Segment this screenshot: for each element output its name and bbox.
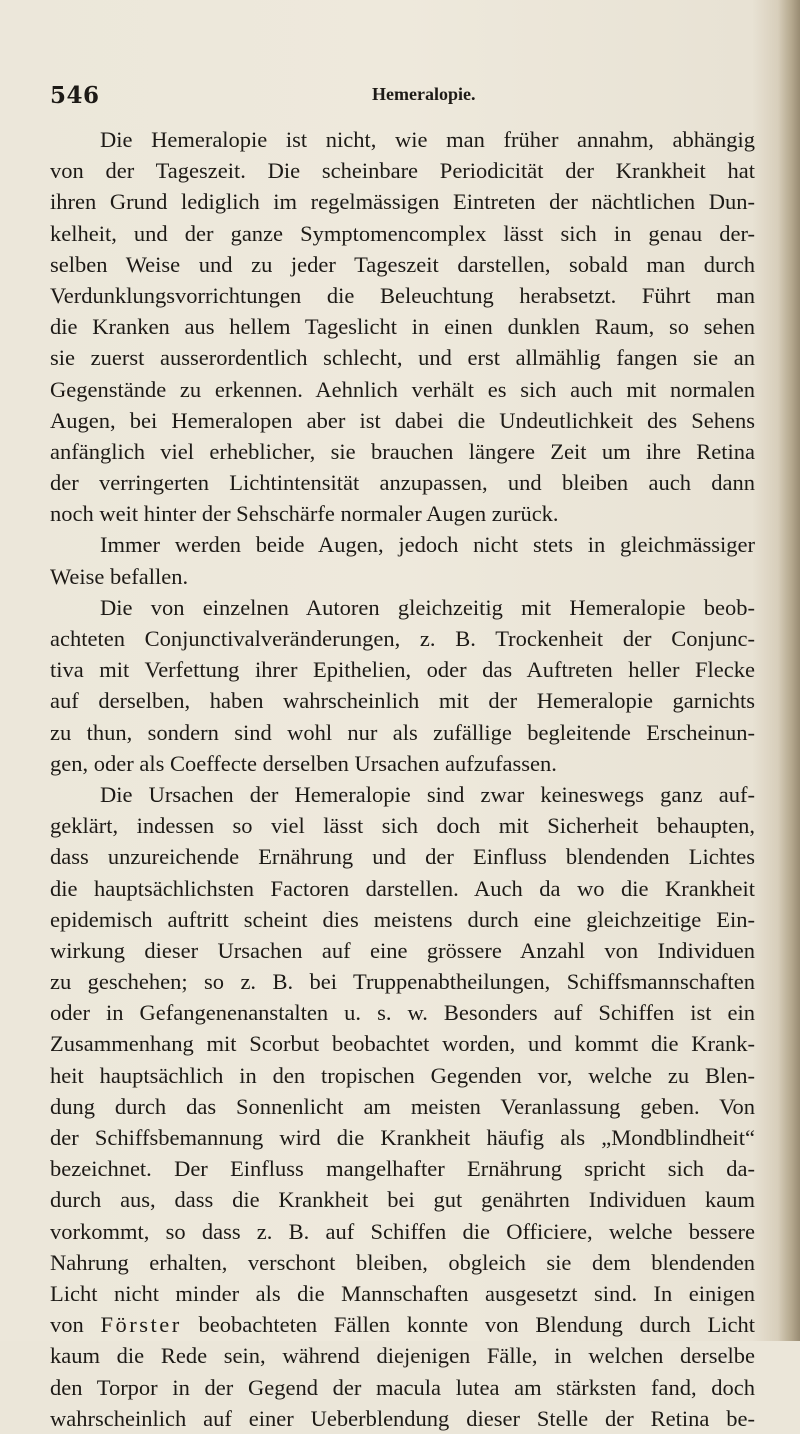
text-line: zu thun, sondern sind wohl nur als zufällige begleitende Erscheinun- <box>50 719 755 745</box>
page-edge-shadow <box>778 0 800 1341</box>
text-line: kelheit, und der ganze Symptomencomplex lässt sich in genau der- <box>50 220 755 246</box>
text-line: die hauptsächlichsten Factoren darstellen. Auch da wo die Krankheit <box>50 875 755 901</box>
text-line: heit hauptsächlich in den tropischen Gegenden vor, welche zu Blen- <box>50 1062 755 1088</box>
text-line: der Schiffsbemannung wird die Krankheit häufig als „Mondblindheit“ <box>50 1125 755 1150</box>
text-line: achteten Conjunctivalveränderungen, z. B. Trockenheit der Conjunc- <box>50 626 755 651</box>
text-line: vorkommt, so dass z. B. auf Schiffen die Officiere, welche bessere <box>50 1218 755 1244</box>
text-line: wahrscheinlich auf einer Ueberblendung dieser Stelle der Retina be- <box>50 1405 755 1431</box>
page-number: 546 <box>50 82 100 109</box>
text-line: von Förster beobachteten Fällen konnte von Blendung durch Licht <box>50 1312 755 1338</box>
text-line: Immer werden beide Augen, jedoch nicht stets in gleichmässiger <box>100 532 755 558</box>
text-line: epidemisch auftritt scheint dies meistens durch eine gleichzeitige Ein- <box>50 906 755 932</box>
text-line: Zusammenhang mit Scorbut beobachtet worden, und kommt die Krank- <box>50 1031 755 1057</box>
text-line: von der Tageszeit. Die scheinbare Periodicität der Krankheit hat <box>50 158 755 184</box>
text-line: sie zuerst ausserordentlich schlecht, und erst allmählig fangen sie an <box>50 345 755 371</box>
text-line: ihren Grund lediglich im regelmässigen Eintreten der nächtlichen Dun- <box>50 189 755 215</box>
text-line: geklärt, indessen so viel lässt sich doch mit Sicherheit behaupten, <box>50 813 755 839</box>
text-line: Weise befallen. <box>50 563 189 589</box>
text-line: oder in Gefangenenanstalten u. s. w. Besonders auf Schiffen ist ein <box>50 1000 755 1026</box>
text-line: durch aus, dass die Krankheit bei gut genährten Individuen kaum <box>50 1187 755 1213</box>
text-line: Die von einzelnen Autoren gleichzeitig mit Hemeralopie beob- <box>100 594 755 620</box>
text-line: dass unzureichende Ernährung und der Einfluss blendenden Lichtes <box>50 844 755 870</box>
text-line: der verringerten Lichtintensität anzupassen, und bleiben auch dann <box>50 470 755 496</box>
text-line: selben Weise und zu jeder Tageszeit darstellen, sobald man durch <box>50 251 755 277</box>
running-head <box>50 82 755 112</box>
text-line: zu geschehen; so z. B. bei Truppenabtheilungen, Schiffsmannschaften <box>50 969 755 995</box>
text-line: kaum die Rede sein, während diejenigen Fälle, in welchen derselbe <box>50 1343 755 1369</box>
text-line: bezeichnet. Der Einfluss mangelhafter Ernährung spricht sich da- <box>50 1156 755 1182</box>
text-line: wirkung dieser Ursachen auf eine grössere Anzahl von Individuen <box>50 937 755 963</box>
text-line: Die Ursachen der Hemeralopie sind zwar keineswegs ganz auf- <box>100 781 755 807</box>
text-line: Die Hemeralopie ist nicht, wie man früher annahm, abhängig <box>100 127 755 152</box>
text-line: Licht nicht minder als die Mannschaften ausgesetzt sind. In einigen <box>50 1280 755 1306</box>
text-line: anfänglich viel erheblicher, sie brauchen längere Zeit um ihre Retina <box>50 438 755 464</box>
header-title: Hemeralopie. <box>372 84 476 104</box>
text-line: den Torpor in der Gegend der macula lutea am stärksten fand, doch <box>50 1374 755 1400</box>
text-line: gen, oder als Coeffecte derselben Ursachen aufzufassen. <box>50 750 557 776</box>
text-line: dung durch das Sonnenlicht am meisten Veranlassung geben. Von <box>50 1093 755 1119</box>
body-text <box>50 124 755 1434</box>
text-line: noch weit hinter der Sehschärfe normaler Augen zurück. <box>50 501 559 527</box>
text-line: Gegenstände zu erkennen. Aehnlich verhält es sich auch mit normalen <box>50 376 755 402</box>
emphasized-name: Förster <box>100 1312 182 1338</box>
text-line: Nahrung erhalten, verschont bleiben, obgleich sie dem blendenden <box>50 1249 755 1275</box>
text-line: tiva mit Verfettung ihrer Epithelien, oder das Auftreten heller Flecke <box>50 657 755 683</box>
text-line: Verdunklungsvorrichtungen die Beleuchtung herabsetzt. Führt man <box>50 282 755 308</box>
text-line: die Kranken aus hellem Tageslicht in einen dunklen Raum, so sehen <box>50 314 755 340</box>
text-line: Augen, bei Hemeralopen aber ist dabei die Undeutlichkeit des Sehens <box>50 407 755 433</box>
text-line: auf derselben, haben wahrscheinlich mit der Hemeralopie garnichts <box>50 688 755 714</box>
